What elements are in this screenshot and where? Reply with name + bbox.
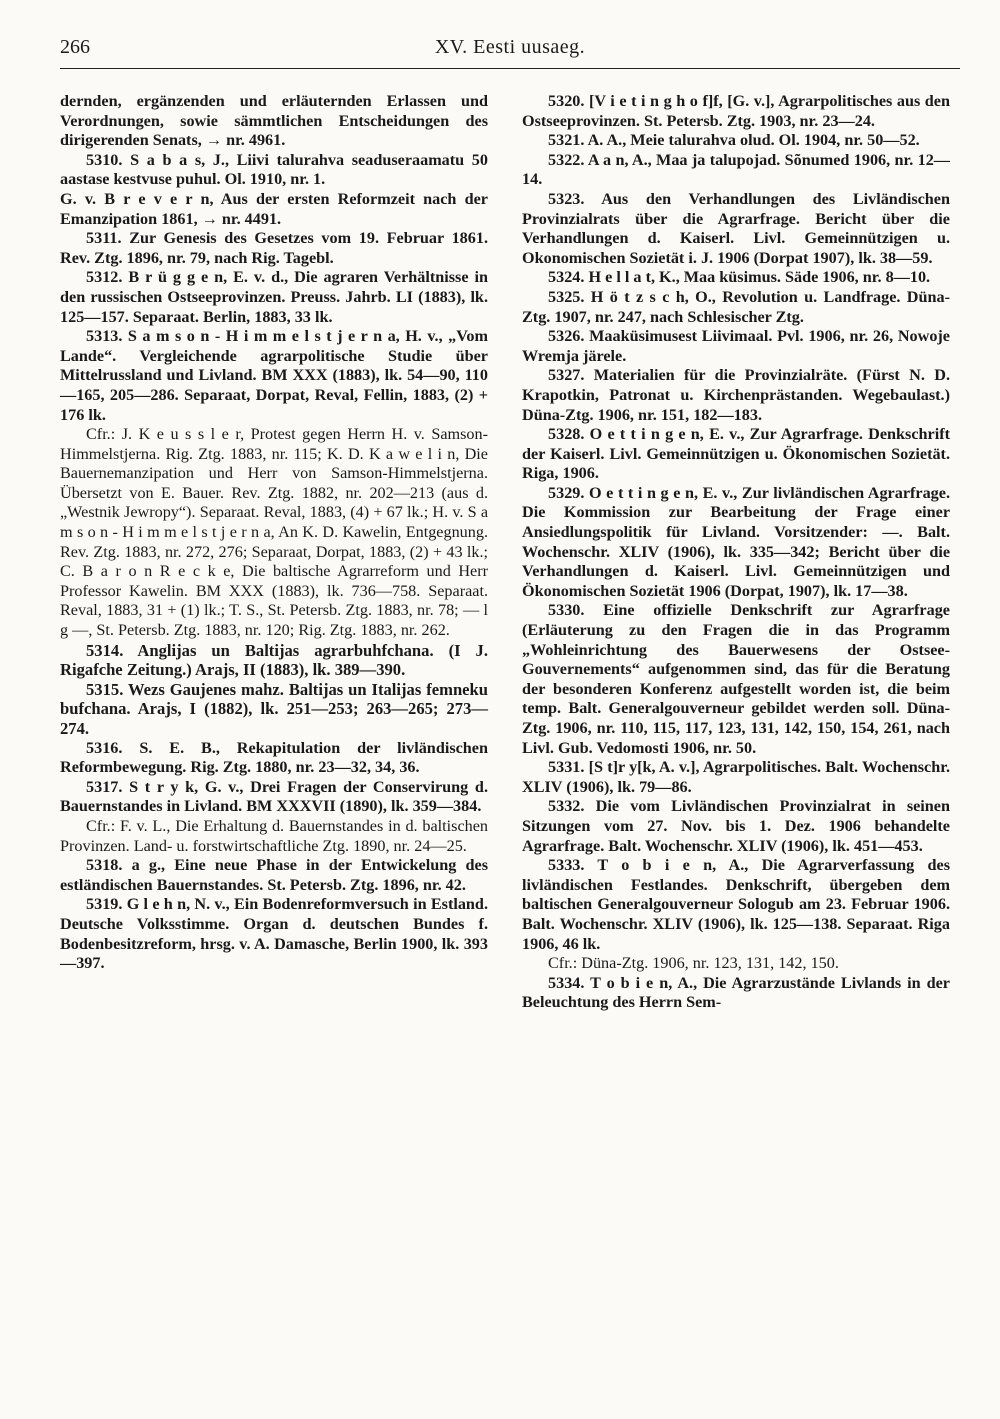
bibliography-entry: 5311. Zur Genesis des Gesetzes vom 19. Februar 1861. Rev. Ztg. 1896, nr. 79, nach Rig. Tagebl. [60,229,488,267]
bibliography-entry: dernden, ergänzenden und erläuternden Erlassen und Verordnungen, sowie sämmtlichen Entscheidungen des dirigerenden Senats, → nr. 4961. [60,92,488,150]
bibliography-entry: 5329. O e t t i n g e n, E. v., Zur livländischen Agrarfrage. Die Kommission zur Bearbeitung der Frage einer Ansiedlungspolitik für Livland. Vorsitzender: —. Balt. Wochenschr. XLIV (1906), lk. 335—342; Bericht über die Verhandlungen d. Kaiserl. Livl. Gemeinnützigen und Ökonomischen Sozietät 1906 (Dorpat, 1907), lk. 17—38. [522,483,950,600]
right-column [522,92,950,1013]
bibliography-entry: 5326. Maaküsimusest Liivimaal. Pvl. 1906, nr. 26, Nowoje Wremja järele. [522,327,950,365]
bibliography-entry: 5332. Die vom Livländischen Provinzialrat in seinen Sitzungen vom 27. Nov. bis 1. Dez. 1906 behandelte Agrarfrage. Balt. Wochenschr. XLIV (1906), lk. 451—453. [522,797,950,855]
bibliography-entry: 5319. G l e h n, N. v., Ein Bodenreformversuch in Estland. Deutsche Volksstimme. Organ d. deutschen Bundes f. Bodenbesitzreform, hrsg. v. A. Damasche, Berlin 1900, lk. 393—397. [60,895,488,973]
bibliography-entry: 5310. S a b a s, J., Liivi talurahva seaduseraamatu 50 aastase kestvuse puhul. Ol. 1910, nr. 1. [60,150,488,189]
bibliography-entry: 5333. T o b i e n, A., Die Agrarverfassung des livländischen Festlandes. Denkschrift, übergeben dem baltischen Generalgouverneur Sologub am 23. Februar 1906. Balt. Wochenschr. XLIV (1906), lk. 125—138. Separaat. Riga 1906, 46 lk. [522,856,950,953]
left-column [60,92,488,974]
bibliography-entry: Cfr.: J. K e u s s l e r, Protest gegen Herrn H. v. Samson-Himmelstjerna. Rig. Ztg. 1883, nr. 115; K. D. K a w e l i n, Die Bauernemanzipation und Herr von Samson-Himmelstjerna. Übersetzt von E. Bauer. Rev. Ztg. 1882, nr. 202—213 (aus d. „Westnik Jewropy“). Separaat. Reval, 1883, (4) + 67 lk.; H. v. S a m s o n - H i m m e l s t j e r n a, An K. D. Kawelin, Entgegnung. Rev. Ztg. 1883, nr. 272, 276; Separaat, Dorpat, 1883, (2) + 43 lk.; C. B a r o n R e c k e, Die baltische Agrarreform und Herr Professor Kawelin. BM XXX (1883), lk. 736—758. Separaat. Reval, 1883, 31 + (1) lk.; T. S., St. Petersb. Ztg. 1883, nr. 78; — l g —, St. Petersb. Ztg. 1883, nr. 120; Rig. Ztg. 1883, nr. 262. [60,425,488,640]
bibliography-entry: 5320. [V i e t i n g h o f]f, [G. v.], Agrarpolitisches aus den Ostseeprovinzen. St. Petersb. Ztg. 1903, nr. 23—24. [522,92,950,130]
bibliography-entry: 5313. S a m s o n - H i m m e l s t j e r n a, H. v., „Vom Lande“. Vergleichende agrarpolitische Studie über Mittelrussland und Livland. BM XXX (1883), lk. 54—90, 110—165, 205—286. Separaat, Dorpat, Reval, Fellin, 1883, (2) + 176 lk. [60,327,488,424]
bibliography-entry: 5315. Wezs Gaujenes mahz. Baltijas un Italijas femneku bufchana. Arajs, I (1882), lk. 251—253; 263—265; 273—274. [60,679,488,738]
bibliography-entry: 5314. Anglijas un Baltijas agrarbuhfchana. (I J. Rigafche Zeitung.) Arajs, II (1883), lk. 389—390. [60,640,488,680]
bibliography-entry: 5317. S t r y k, G. v., Drei Fragen der Conservirung d. Bauernstandes in Livland. BM XXXVII (1890), lk. 359—384. [60,777,488,816]
bibliography-entry: Cfr.: F. v. L., Die Erhaltung d. Bauernstandes in d. baltischen Provinzen. Land- u. forstwirtschaftliche Ztg. 1890, nr. 24—25. [60,816,488,855]
header-rule [60,68,960,69]
bibliography-entry: 5321. A. A., Meie talurahva olud. Ol. 1904, nr. 50—52. [548,131,920,150]
bibliography-entry: 5324. H e l l a t, K., Maa küsimus. Säde 1906, nr. 8—10. [548,268,931,287]
bibliography-entry: 5331. [S t]r y[k, A. v.], Agrarpolitisches. Balt. Wochenschr. XLIV (1906), lk. 79—86. [522,758,950,796]
running-title: XV. Eesti uusaeg. [434,36,586,58]
bibliography-entry: 5323. Aus den Verhandlungen des Livländischen Provinzialrats über die Agrarfrage. Bericht über die Verhandlungen d. Kaiserl. Livl. Gemeinnützigen u. Okonomischen Sozietät i. J. 1906 (Dorpat 1907), lk. 38—59. [522,189,950,267]
bibliography-entry: 5318. a g., Eine neue Phase in der Entwickelung des estländischen Bauernstandes. St. Petersb. Ztg. 1896, nr. 42. [60,856,488,894]
bibliography-entry: 5325. H ö t z s c h, O., Revolution u. Landfrage. Düna-Ztg. 1907, nr. 247, nach Schlesischer Ztg. [522,287,950,326]
bibliography-entry: 5334. T o b i e n, A., Die Agrarzustände Livlands in der Beleuchtung des Herrn Sem- [522,973,950,1012]
bibliography-entry: 5330. Eine offizielle Denkschrift zur Agrarfrage (Erläuterung zu den Fragen die in das Programm „Wohleinrichtung des Bauerwesens der Ostsee-Gouvernements“ aufgenommen sind, das für die Beratung der besonderen Konferenz aufgestellt worden ist, die beim temp. Balt. Generalgouverneur gebildet werden soll. Düna-Ztg. 1906, nr. 110, 115, 117, 123, 131, 142, 150, 154, 261, nach Livl. Gub. Vedomosti 1906, nr. 50. [522,601,950,757]
bibliography-entry: 5322. A a n, A., Maa ja talupojad. Sõnumed 1906, nr. 12—14. [522,150,950,189]
bibliography-entry: 5327. Materialien für die Provinzialräte. (Fürst N. D. Krapotkin, Patronat u. Kirchenprästanden. Wegebaulast.) Düna-Ztg. 1906, nr. 151, 182—183. [522,366,950,424]
page-number: 266 [60,36,90,58]
bibliography-entry: Cfr.: Düna-Ztg. 1906, nr. 123, 131, 142, 150. [548,954,839,973]
bibliography-entry: 5328. O e t t i n g e n, E. v., Zur Agrarfrage. Denkschrift der Kaiserl. Livl. Gemeinnützigen u. Ökonomischen Sozietät. Riga, 1906. [522,425,950,483]
bibliography-entry: G. v. B r e v e r n, Aus der ersten Reformzeit nach der Emanzipation 1861, → nr. 4491. [60,189,488,228]
bibliography-entry: 5316. S. E. B., Rekapitulation der livländischen Reformbewegung. Rig. Ztg. 1880, nr. 23—32, 34, 36. [60,738,488,777]
page-header [60,30,960,70]
bibliography-entry: 5312. B r ü g g e n, E. v. d., Die agraren Verhältnisse in den russischen Ostseeprovinzen. Preuss. Jahrb. LI (1883), lk. 125—157. Separaat. Berlin, 1883, 33 lk. [60,268,488,326]
